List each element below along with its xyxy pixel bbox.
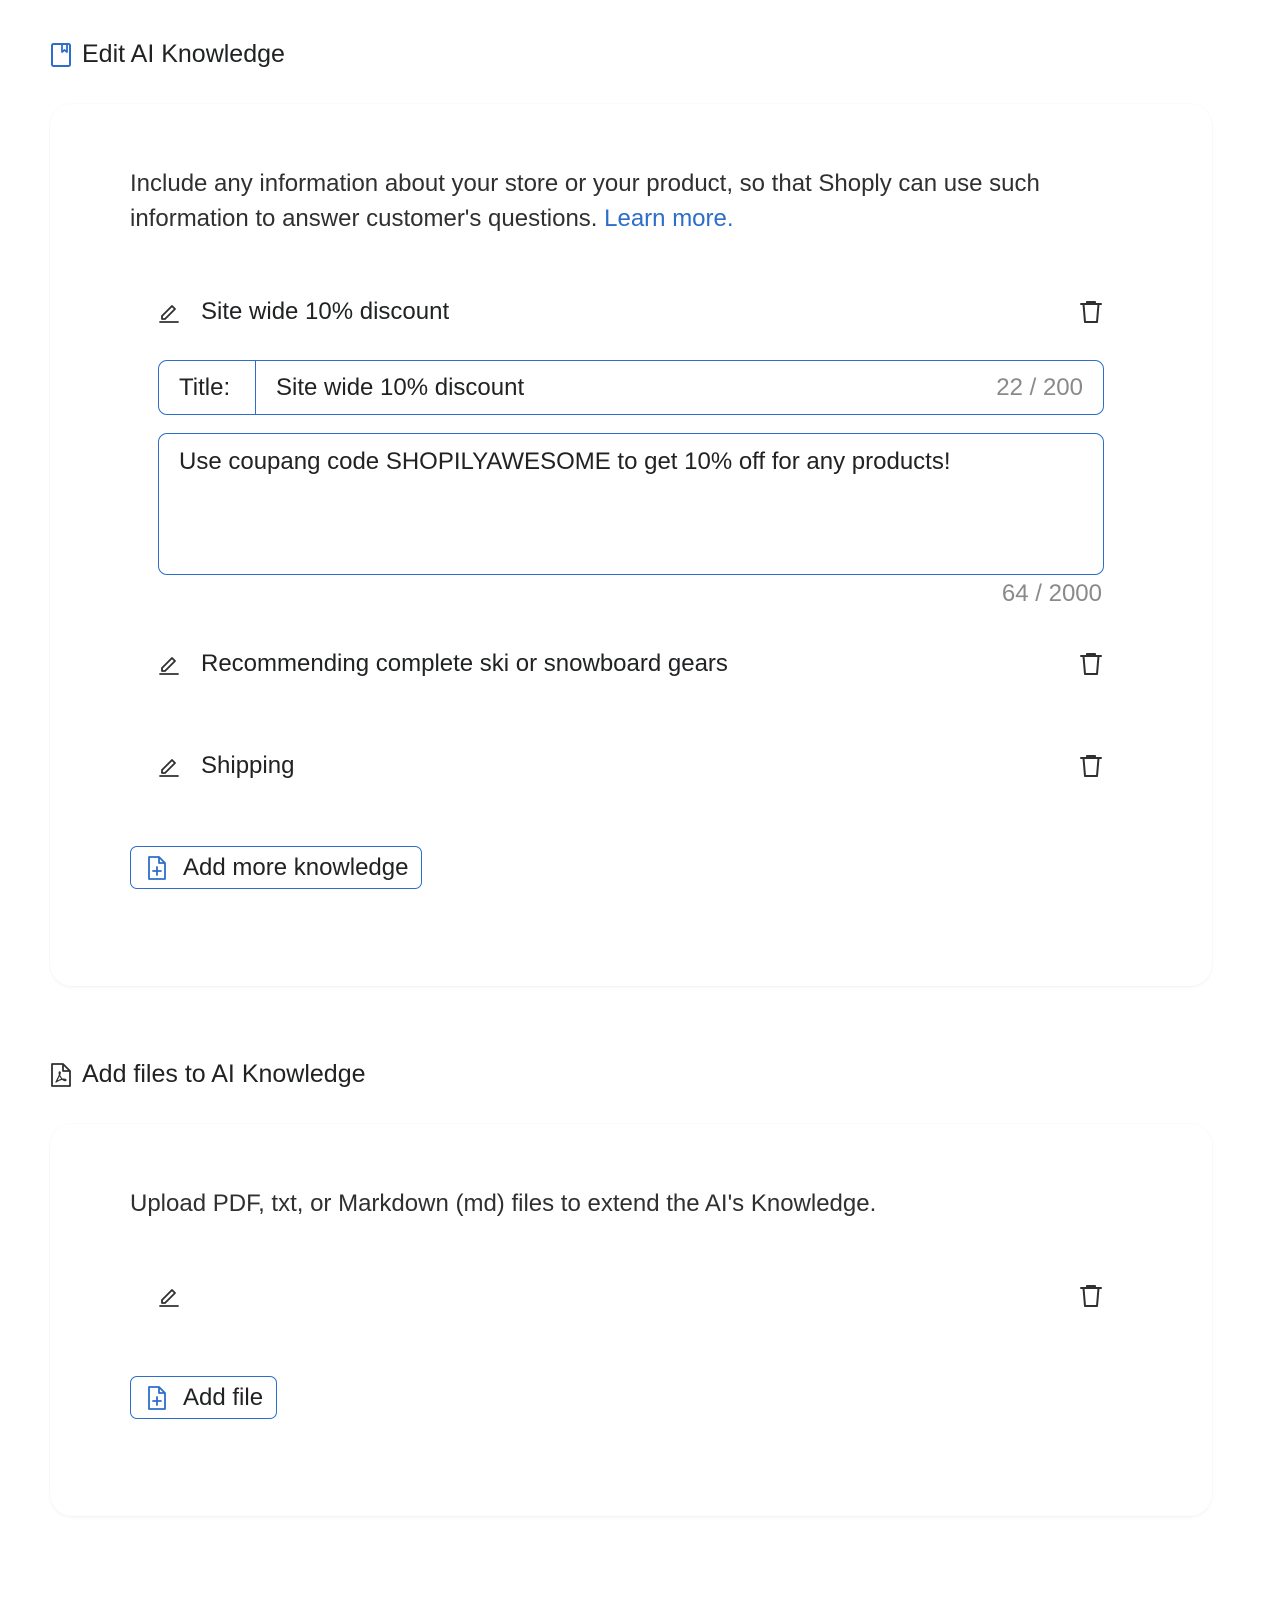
knowledge-item-label: Site wide 10% discount xyxy=(201,298,450,325)
knowledge-section-header xyxy=(50,40,285,69)
add-file-label: Add file xyxy=(183,1383,264,1411)
files-card xyxy=(50,1124,1212,1516)
knowledge-card xyxy=(50,104,1212,986)
add-more-knowledge-button[interactable] xyxy=(130,846,422,889)
title-input[interactable] xyxy=(256,361,996,414)
knowledge-item-shipping xyxy=(158,746,1104,786)
title-prefix: Title: xyxy=(159,361,256,414)
trash-icon[interactable] xyxy=(1078,1283,1104,1309)
trash-icon[interactable] xyxy=(1078,753,1104,779)
knowledge-description: Include any information about your store or your product, so that Shoply can use such information to answer customer's questions. Learn more. xyxy=(130,170,1040,232)
knowledge-title-field xyxy=(158,360,1104,415)
knowledge-item-discount xyxy=(158,292,1104,332)
add-file-icon xyxy=(145,1385,169,1411)
learn-more-link[interactable]: Learn more. xyxy=(604,205,734,232)
add-more-knowledge-label: Add more knowledge xyxy=(183,853,409,881)
knowledge-item-label: Recommending complete ski or snowboard gears xyxy=(201,650,728,677)
files-description: Upload PDF, txt, or Markdown (md) files to extend the AI's Knowledge. xyxy=(130,1190,877,1217)
knowledge-section-title: Edit AI Knowledge xyxy=(82,40,285,68)
file-item xyxy=(158,1276,1104,1316)
knowledge-item-ski-gear xyxy=(158,644,1104,684)
title-char-count: 22 / 200 xyxy=(996,373,1083,401)
edit-icon[interactable] xyxy=(158,301,180,323)
bookmark-icon xyxy=(50,42,72,68)
trash-icon[interactable] xyxy=(1078,651,1104,677)
knowledge-body-textarea[interactable] xyxy=(179,446,1083,562)
pdf-file-icon xyxy=(50,1062,72,1088)
edit-icon[interactable] xyxy=(158,1285,180,1307)
add-file-button[interactable] xyxy=(130,1376,277,1419)
knowledge-item-label: Shipping xyxy=(201,752,295,779)
add-file-icon xyxy=(145,855,169,881)
edit-icon[interactable] xyxy=(158,755,180,777)
body-char-count: 64 / 2000 xyxy=(1001,580,1102,607)
files-section-header xyxy=(50,1060,366,1089)
trash-icon[interactable] xyxy=(1078,299,1104,325)
edit-icon[interactable] xyxy=(158,653,180,675)
knowledge-body-field xyxy=(158,433,1104,575)
files-section-title: Add files to AI Knowledge xyxy=(82,1060,366,1088)
